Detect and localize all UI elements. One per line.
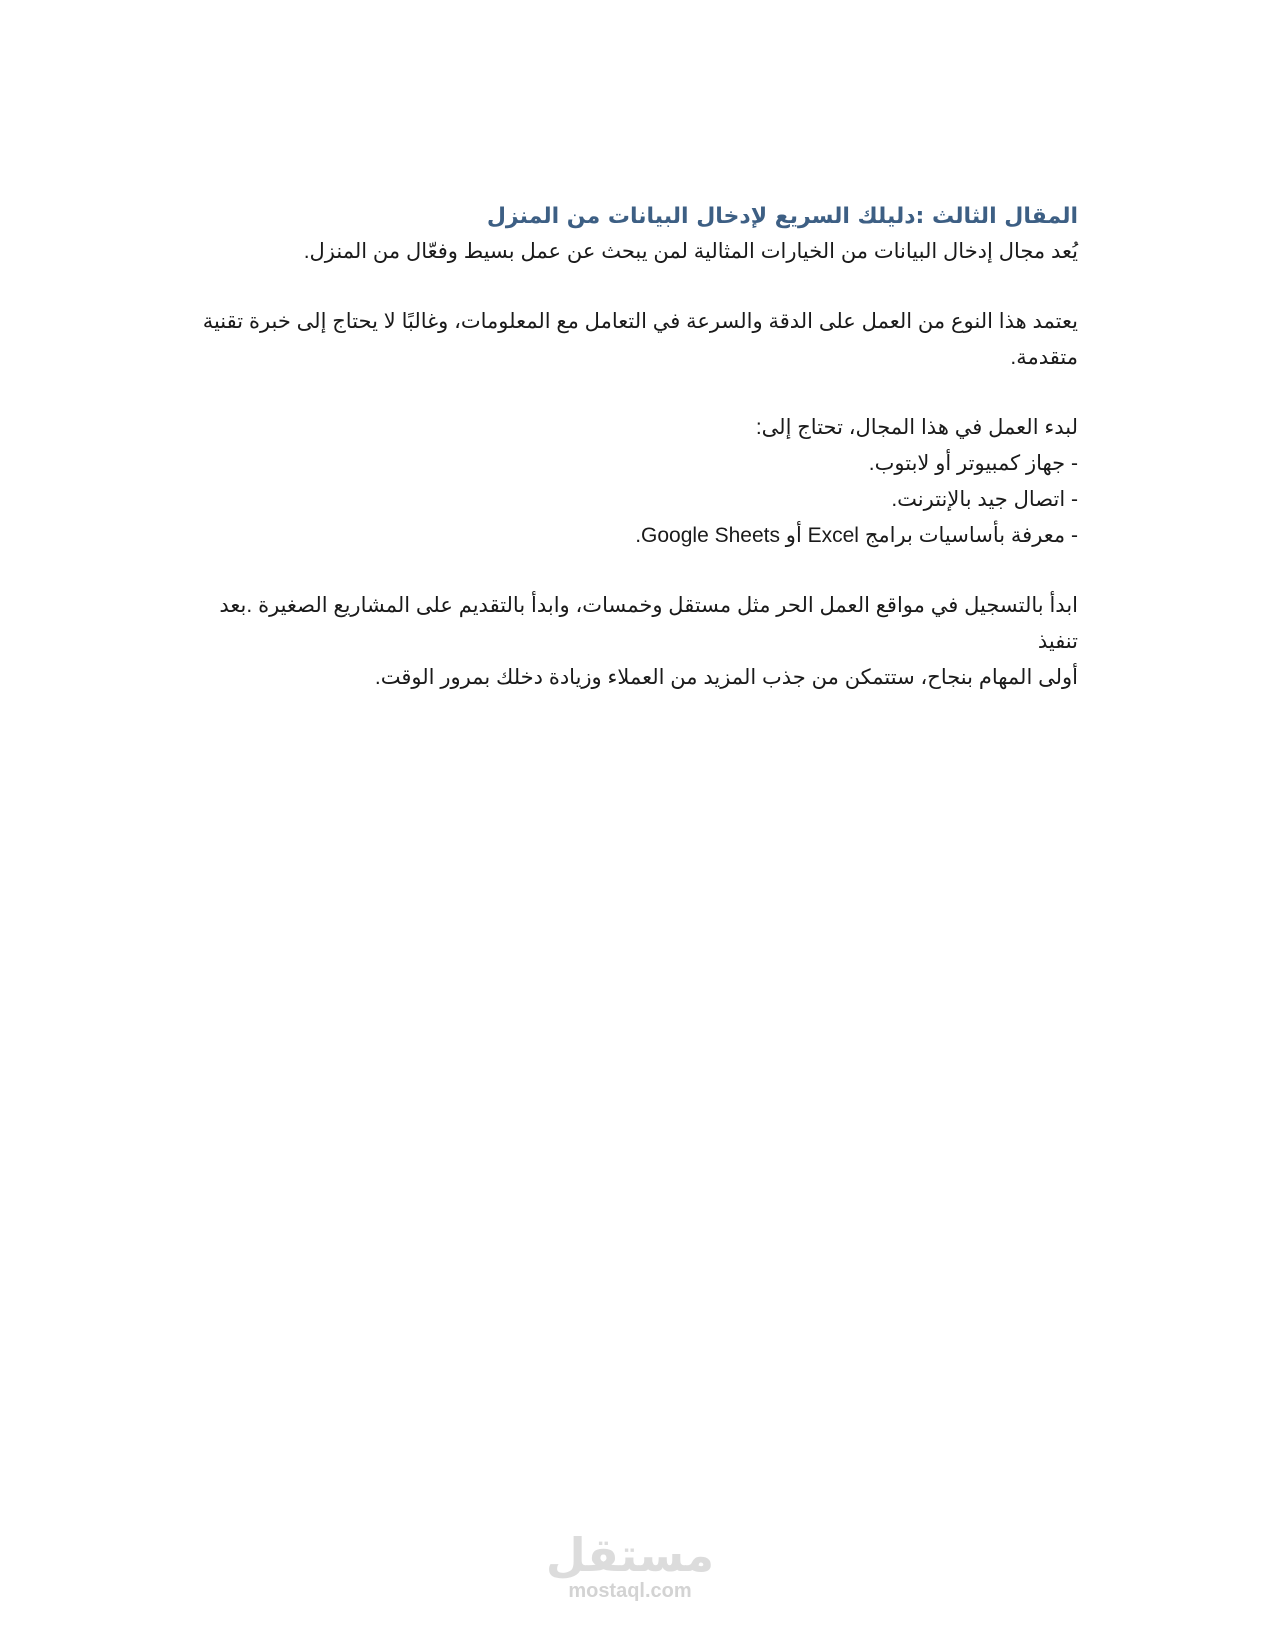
- closing-line-1: ابدأ بالتسجيل في مواقع العمل الحر مثل مستقل وخمسات، وابدأ بالتقديم على المشاريع الصغيرة .بعد تنفيذ: [219, 594, 1078, 653]
- requirements-intro: لبدء العمل في هذا المجال، تحتاج إلى:: [755, 416, 1078, 439]
- mostaql-watermark: [540, 1530, 720, 1602]
- mostaql-url: mostaql.com: [568, 1580, 692, 1602]
- paragraph-2: [188, 304, 1078, 376]
- spacer: [188, 270, 1078, 304]
- article-heading: المقال الثالث :دليلك السريع لإدخال البيانات من المنزل: [486, 204, 1078, 229]
- spacer: [188, 376, 1078, 410]
- intro-paragraph: يُعد مجال إدخال البيانات من الخيارات المثالية لمن يبحث عن عمل بسيط وفعّال من المنزل.: [303, 240, 1078, 263]
- paragraph-2-line-2: متقدمة.: [1010, 346, 1078, 369]
- spacer: [188, 554, 1078, 588]
- requirements-section: [188, 410, 1078, 554]
- paragraph-2-line-1: يعتمد هذا النوع من العمل على الدقة والسرعة في التعامل مع المعلومات، وغالبًا لا يحتاج إلى خبرة تقنية: [202, 310, 1078, 333]
- closing-paragraph: [188, 588, 1078, 696]
- article-body: [188, 200, 1078, 696]
- closing-line-2: أولى المهام بنجاح، ستتمكن من جذب المزيد من العملاء وزيادة دخلك بمرور الوقت.: [374, 666, 1078, 689]
- requirement-item: - معرفة بأساسيات برامج Excel أو Google Sheets.: [635, 524, 1078, 547]
- requirement-item: - اتصال جيد بالإنترنت.: [891, 488, 1078, 511]
- mostaql-logo: مستقل: [545, 1528, 715, 1582]
- requirement-item: - جهاز كمبيوتر أو لابتوب.: [868, 452, 1078, 475]
